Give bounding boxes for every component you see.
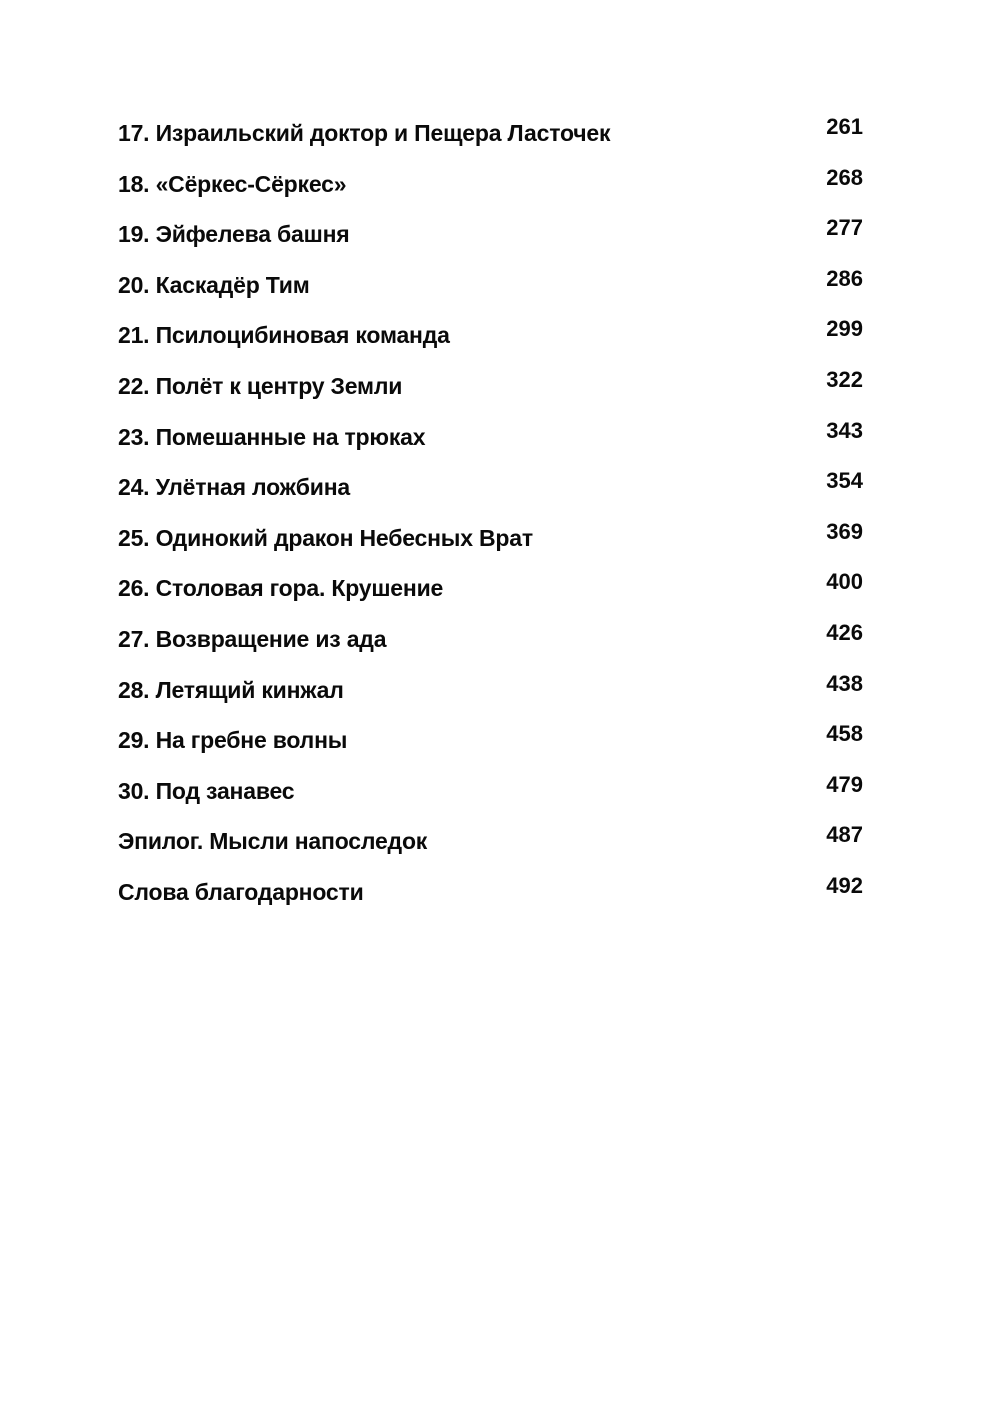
toc-entry-title: 25. Одинокий дракон Небесных Врат (118, 524, 533, 551)
toc-entry-title: 22. Полёт к центру Земли (118, 372, 403, 399)
toc-entry-title: Эпилог. Мысли напоследок (118, 828, 428, 855)
toc-entry-page-number: 458 (826, 721, 863, 747)
toc-entry (118, 723, 863, 774)
toc-entry (118, 872, 863, 926)
toc-entry-title: 29. На гребне волны (118, 727, 348, 754)
toc-entry-page-number: 369 (826, 518, 863, 544)
toc-entry-page-number: 426 (826, 619, 863, 645)
toc-entry-title: 19. Эйфелева башня (118, 221, 350, 248)
toc-entry (118, 771, 863, 825)
toc-entry (118, 518, 863, 572)
toc-entry-page-number: 322 (826, 366, 863, 392)
toc-entry (118, 366, 863, 420)
toc-entry-title: 24. Улётная ложбина (118, 474, 350, 501)
toc-entry (118, 619, 863, 673)
toc-entry (118, 417, 863, 471)
table-of-contents (118, 116, 863, 926)
toc-entry-page-number: 400 (826, 569, 863, 595)
toc-entry (118, 824, 863, 875)
toc-entry (118, 318, 863, 369)
toc-entry-page-number: 286 (826, 265, 863, 291)
toc-entry-title: 26. Столовая гора. Крушение (118, 575, 444, 602)
toc-entry-page-number: 343 (826, 417, 863, 443)
toc-entry (118, 470, 863, 521)
toc-entry-page-number: 261 (826, 114, 863, 139)
toc-entry (118, 164, 863, 218)
toc-entry-page-number: 492 (826, 872, 863, 898)
toc-entry-title: 28. Летящий кинжал (118, 676, 344, 703)
toc-entry-page-number: 268 (826, 164, 863, 190)
toc-entry (118, 116, 863, 167)
toc-entry-title: 18. «Сёркес-Сёркес» (118, 170, 347, 197)
toc-entry-title: 21. Псилоцибиновая команда (118, 322, 450, 349)
toc-entry-page-number: 299 (826, 316, 863, 342)
toc-entry (118, 265, 863, 319)
toc-entry-title: 30. Под занавес (118, 777, 295, 804)
toc-entry-page-number: 277 (826, 215, 863, 241)
toc-entry (118, 571, 863, 622)
toc-entry-title: 27. Возвращение из ада (118, 625, 387, 652)
toc-entry-title: Слова благодарности (118, 878, 364, 905)
toc-entry-title: 23. Помешанные на трюках (118, 423, 426, 450)
toc-entry-page-number: 487 (826, 822, 863, 848)
toc-entry-title: 20. Каскадёр Тим (118, 271, 310, 298)
toc-entry (118, 670, 863, 724)
toc-entry (118, 217, 863, 268)
toc-entry-page-number: 354 (826, 468, 863, 494)
toc-entry-page-number: 479 (826, 771, 863, 797)
toc-entry-page-number: 438 (826, 670, 863, 696)
toc-entry-title: 17. Израильский доктор и Пещера Ласточек (118, 120, 611, 146)
